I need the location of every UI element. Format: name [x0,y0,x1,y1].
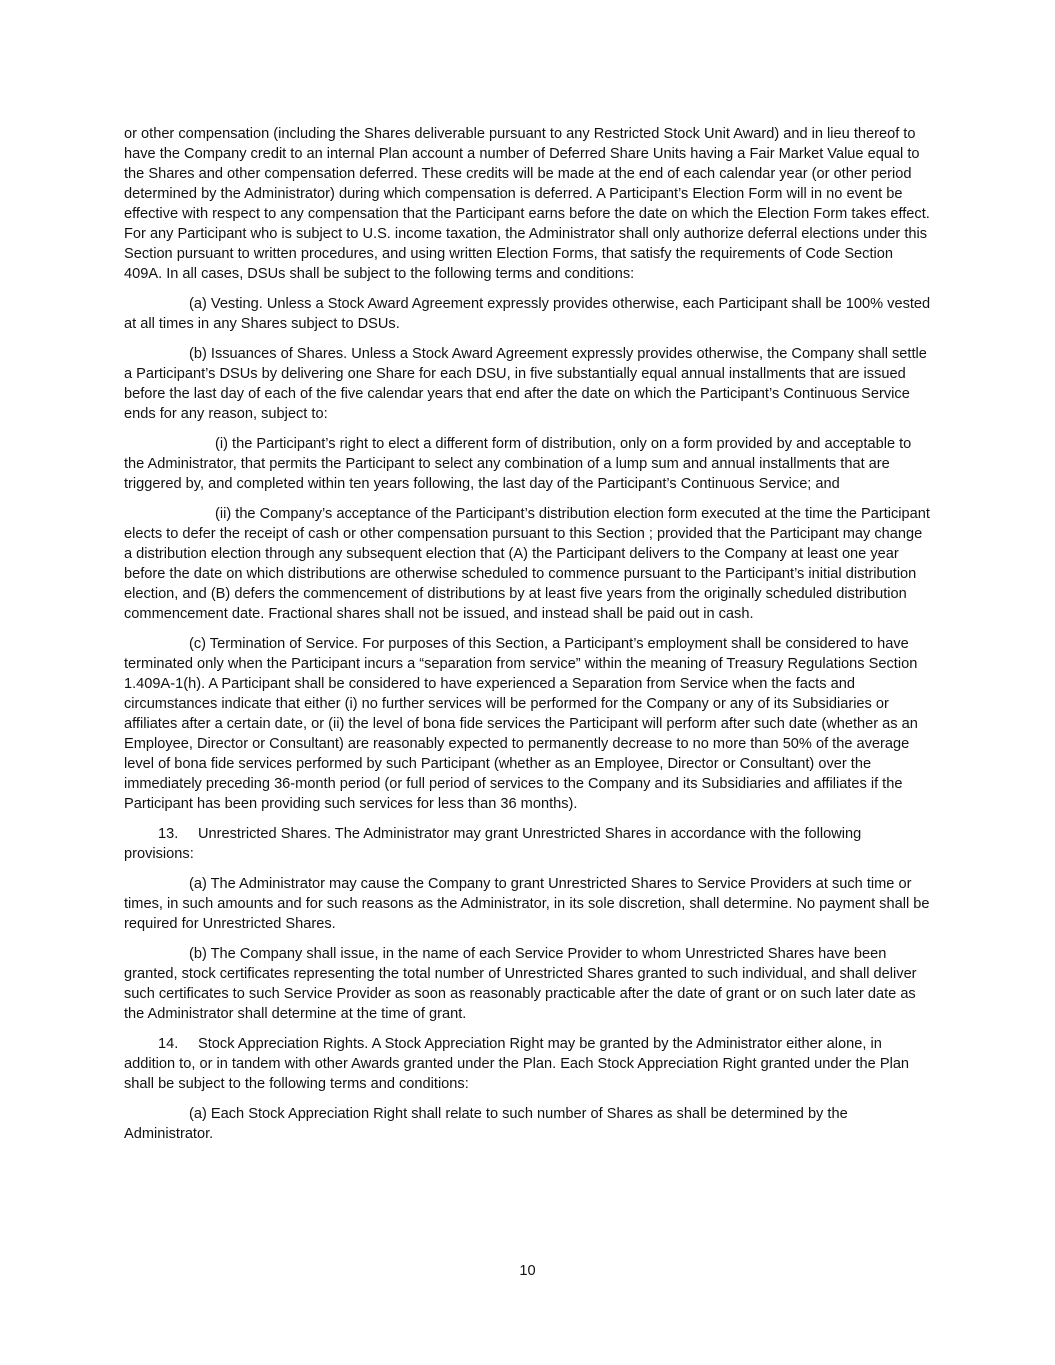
paragraph-termination-of-service: (c) Termination of Service. For purposes of this Section, a Participant’s employment shall be considered to have terminated only when the Participant incurs a “separation from service” within the meaning of Treasury Regulations Section 1.409A-1(h). A Participant shall be considered to have experienced a Separation from Service when the facts and circumstances indicate that either (i) no further services will be performed for the Company or any of its Subsidiaries or affiliates after a certain date, or (ii) the level of bona fide services the Participant will perform after such date (whether as an Employee, Director or Consultant) are reasonably expected to permanently decrease to no more than 50% of the average level of bona fide services performed by such Participant (whether as an Employee, Director or Consultant) over the immediately preceding 36-month period (or full period of services to the Company and its Subsidiaries and affiliates if the Participant has been providing such services for less than 36 months). [124,636,918,812]
paragraph-13b: (b) The Company shall issue, in the name of each Service Provider to whom Unrestricted Shares have been granted, stock certificates representing the total number of Unrestricted Shares granted to such individual, and shall deliver such certificates to such Service Provider as soon as reasonably practicable after the date of grant or on such later date as the Administrator shall determine at the time of grant. [124,946,917,1022]
paragraph-14a: (a) Each Stock Appreciation Right shall relate to such number of Shares as shall be determined by the Administrator. [124,1106,848,1142]
section-14-heading [124,1034,934,1094]
section-14-text: Stock Appreciation Rights. A Stock Appreciation Right may be granted by the Administrator either alone, in addition to, or in tandem with other Awards granted under the Plan. Each Stock Appreciation Right granted under the Plan shall be subject to the following terms and conditions: [124,1036,910,1092]
document-body [124,124,934,1154]
paragraph-dsu-intro: or other compensation (including the Shares deliverable pursuant to any Restricted Stock Unit Award) and in lieu thereof to have the Company credit to an internal Plan account a number of Deferred Share Units having a Fair Market Value equal to the Shares and other compensation deferred. These credits will be made at the end of each calendar year (or other period determined by the Administrator) during which compensation is deferred. A Participant’s Election Form will in no event be effective with respect to any compensation that the Participant earns before the date on which the Election Form takes effect. For any Participant who is subject to U.S. income taxation, the Administrator shall only authorize deferral elections under this Section pursuant to written procedures, and using written Election Forms, that satisfy the requirements of Code Section 409A. In all cases, DSUs shall be subject to the following terms and conditions: [124,126,930,282]
paragraph-clause-ii: (ii) the Company’s acceptance of the Participant’s distribution election form executed at the time the Participant elects to defer the receipt of cash or other compensation pursuant to this Section ; provided that the Participant may change a distribution election through any subsequent election that (A) the Participant delivers to the Company at least one year before the date on which distributions are otherwise scheduled to commence pursuant to the Participant’s initial distribution election, and (B) defers the commencement of distributions by at least five years from the originally scheduled distribution commencement date. Fractional shares shall not be issued, and instead shall be paid out in cash. [124,506,930,622]
section-14-number: 14. [158,1036,179,1052]
paragraph-clause-i: (i) the Participant’s right to elect a different form of distribution, only on a form provided by and acceptable to the Administrator, that permits the Participant to select any combination of a lump sum and annual installments that are triggered by, and completed within ten years following, the last day of the Participant’s Continuous Service; and [124,436,912,492]
section-13-number: 13. [158,826,179,842]
paragraph-issuances-of-shares: (b) Issuances of Shares. Unless a Stock Award Agreement expressly provides otherwise, the Company shall settle a Participant’s DSUs by delivering one Share for each DSU, in five substantially equal annual installments that are issued before the last day of each of the five calendar years that end after the date on which the Participant’s Continuous Service ends for any reason, subject to: [124,346,927,422]
section-13-heading [124,824,934,864]
section-13-text: Unrestricted Shares. The Administrator may grant Unrestricted Shares in accordance with the following provisions: [124,826,862,862]
paragraph-vesting: (a) Vesting. Unless a Stock Award Agreement expressly provides otherwise, each Participant shall be 100% vested at all times in any Shares subject to DSUs. [124,296,931,332]
paragraph-13a: (a) The Administrator may cause the Company to grant Unrestricted Shares to Service Providers at such time or times, in such amounts and for such reasons as the Administrator, in its sole discretion, shall determine. No payment shall be required for Unrestricted Shares. [124,876,930,932]
page-number: 10 [519,1263,536,1279]
